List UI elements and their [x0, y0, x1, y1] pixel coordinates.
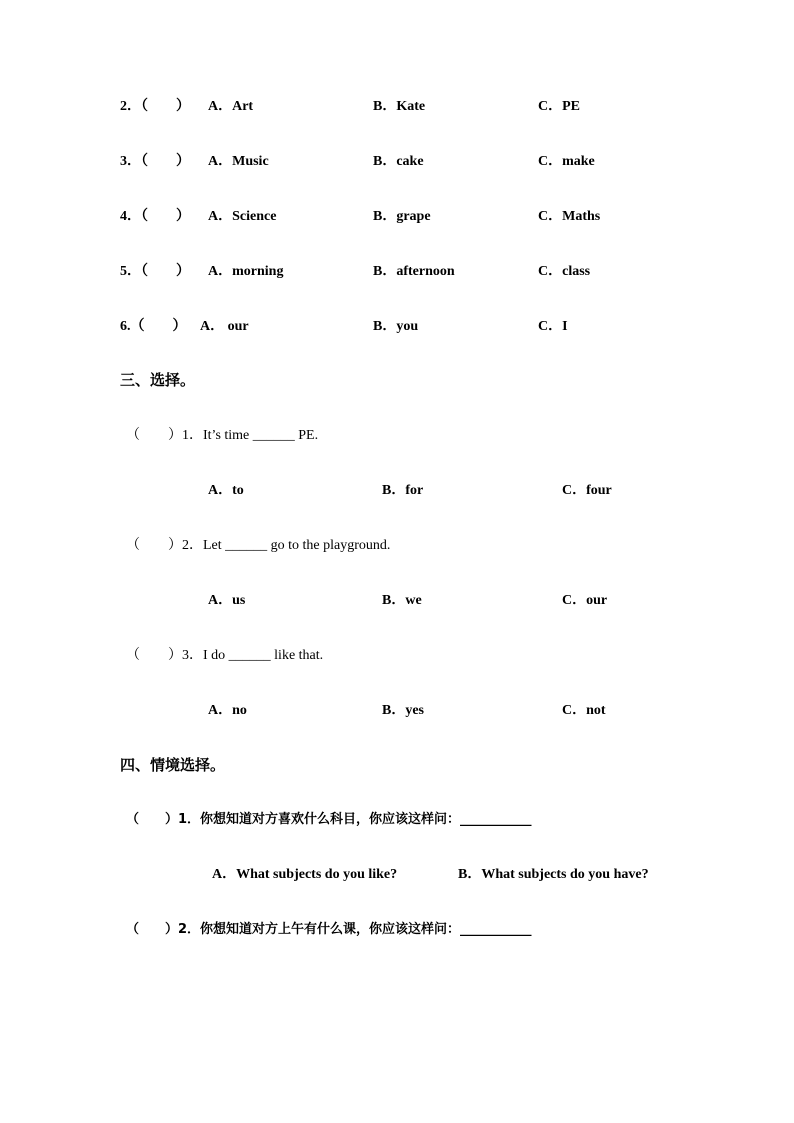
question-number: 4．（ ） [120, 209, 190, 224]
option-b: B．Kate [373, 99, 426, 114]
question-number: 3．（ ） [120, 154, 190, 169]
option-c: C．Maths [538, 209, 601, 224]
option-b: B．afternoon [373, 264, 455, 279]
question-number: 2．（ ） [120, 99, 190, 114]
option-a: A．Art [208, 99, 254, 114]
question-number: 6.（ ） [120, 319, 187, 334]
option-b: B．yes [382, 703, 424, 718]
option-a: A．Music [208, 154, 269, 169]
option-c: C．class [538, 264, 591, 279]
option-c: C．our [562, 593, 608, 608]
option-a: A．What subjects do you like? [212, 867, 398, 882]
option-b: B．What subjects do you have? [458, 867, 649, 882]
option-b: B．cake [373, 154, 424, 169]
question-stem: （ ）2．你想知道对方上午有什么课，你应该这样问：___________ [126, 922, 532, 937]
question-stem: （ ）1．It’s time ______ PE. [126, 428, 319, 443]
section-4-title: 四、情境选择。 [120, 756, 226, 774]
option-b: B．for [382, 483, 424, 498]
option-a: A． our [200, 319, 249, 334]
question-stem: （ ）1．你想知道对方喜欢什么科目，你应该这样问：___________ [126, 812, 532, 827]
option-a: A．Science [208, 209, 277, 224]
option-b: B．we [382, 593, 422, 608]
option-c: C．I [538, 319, 568, 334]
question-stem: （ ）2．Let ______ go to the playground. [126, 538, 391, 553]
question-stem: （ ）3．I do ______ like that. [126, 648, 324, 663]
option-a: A．no [208, 703, 247, 718]
option-a: A．to [208, 483, 244, 498]
option-a: A．morning [208, 264, 284, 279]
option-c: C．not [562, 703, 606, 718]
section-3-title: 三、选择。 [120, 371, 196, 389]
option-c: C．four [562, 483, 612, 498]
option-c: C．make [538, 154, 595, 169]
option-b: B．grape [373, 209, 431, 224]
option-a: A．us [208, 593, 246, 608]
option-c: C．PE [538, 99, 580, 114]
question-number: 5．（ ） [120, 264, 190, 279]
option-b: B．you [373, 319, 419, 334]
